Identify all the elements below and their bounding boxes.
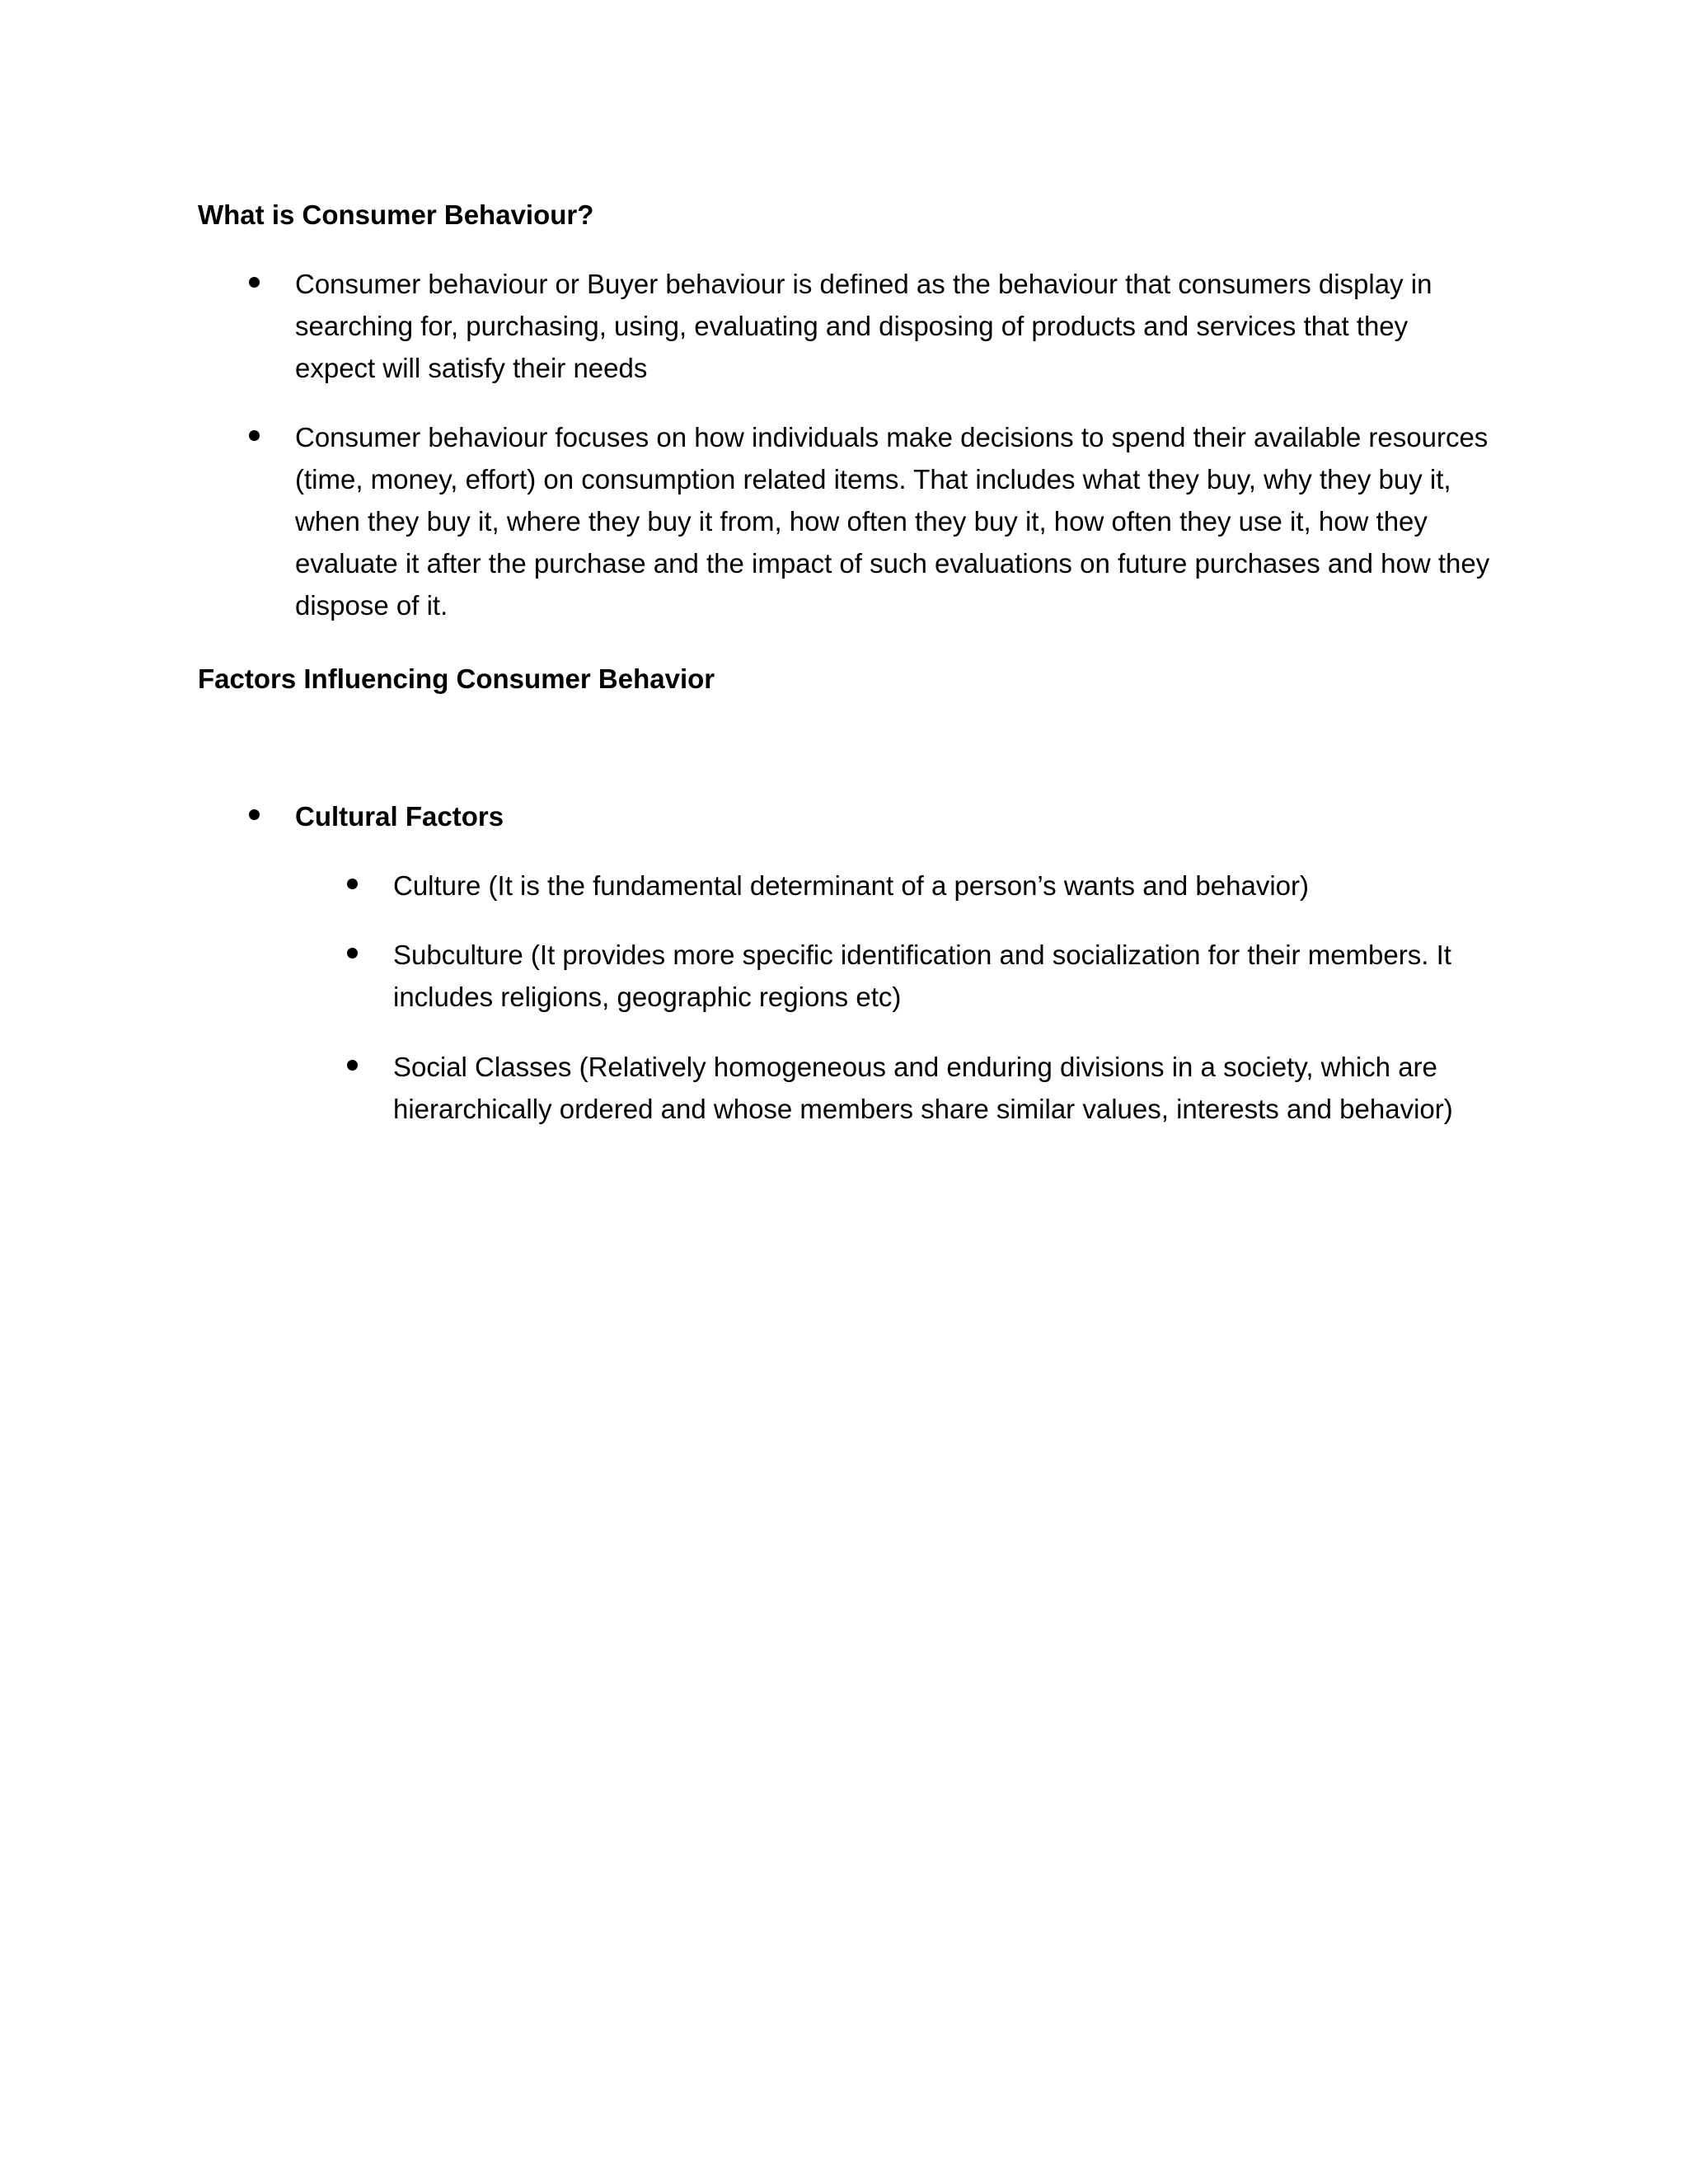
definition-bullet-2: [295, 416, 1490, 626]
factor-group-cultural: [295, 795, 1037, 837]
heading-what-is-consumer-behaviour: What is Consumer Behaviour?: [198, 199, 594, 230]
sub-item-subculture: [393, 934, 1489, 1018]
bullet-icon: [347, 948, 358, 958]
definition-bullet-1-text: Consumer behaviour or Buyer behaviour is defined as the behaviour that consumers display in searching for, purchasing, using, evaluating and disposing of products and services that they expect will satisfy their needs: [295, 269, 1432, 383]
bullet-icon: [249, 277, 260, 288]
sub-item-culture-text: Culture (It is the fundamental determinant of a person’s wants and behavior): [393, 870, 1310, 901]
bullet-icon: [347, 1060, 358, 1071]
definition-bullet-2-text: Consumer behaviour focuses on how individuals make decisions to spend their available resources (time, money, effort) on consumption related items. That includes what they buy, why they buy it, when they buy it, where they buy it from, how often they buy it, how often they use it, how they evaluate it after the purchase and the impact of such evaluations on future purchases and how they dispose of it.: [295, 422, 1490, 621]
bullet-icon: [249, 809, 260, 820]
bullet-icon: [347, 879, 358, 889]
sub-item-social-classes: [393, 1046, 1489, 1130]
factor-group-label: Cultural Factors: [295, 801, 504, 832]
sub-item-subculture-text: Subculture (It provides more specific identification and socialization for their members. It includes religions, geographic regions etc): [393, 940, 1451, 1012]
sub-item-culture: [393, 865, 1489, 907]
heading-factors-influencing: Factors Influencing Consumer Behavior: [198, 663, 715, 694]
bullet-icon: [249, 430, 260, 441]
sub-item-social-classes-text: Social Classes (Relatively homogeneous and enduring divisions in a society, which are hierarchically ordered and whose members share similar values, interests and behavior): [393, 1052, 1453, 1124]
definition-bullet-1: [295, 263, 1490, 389]
